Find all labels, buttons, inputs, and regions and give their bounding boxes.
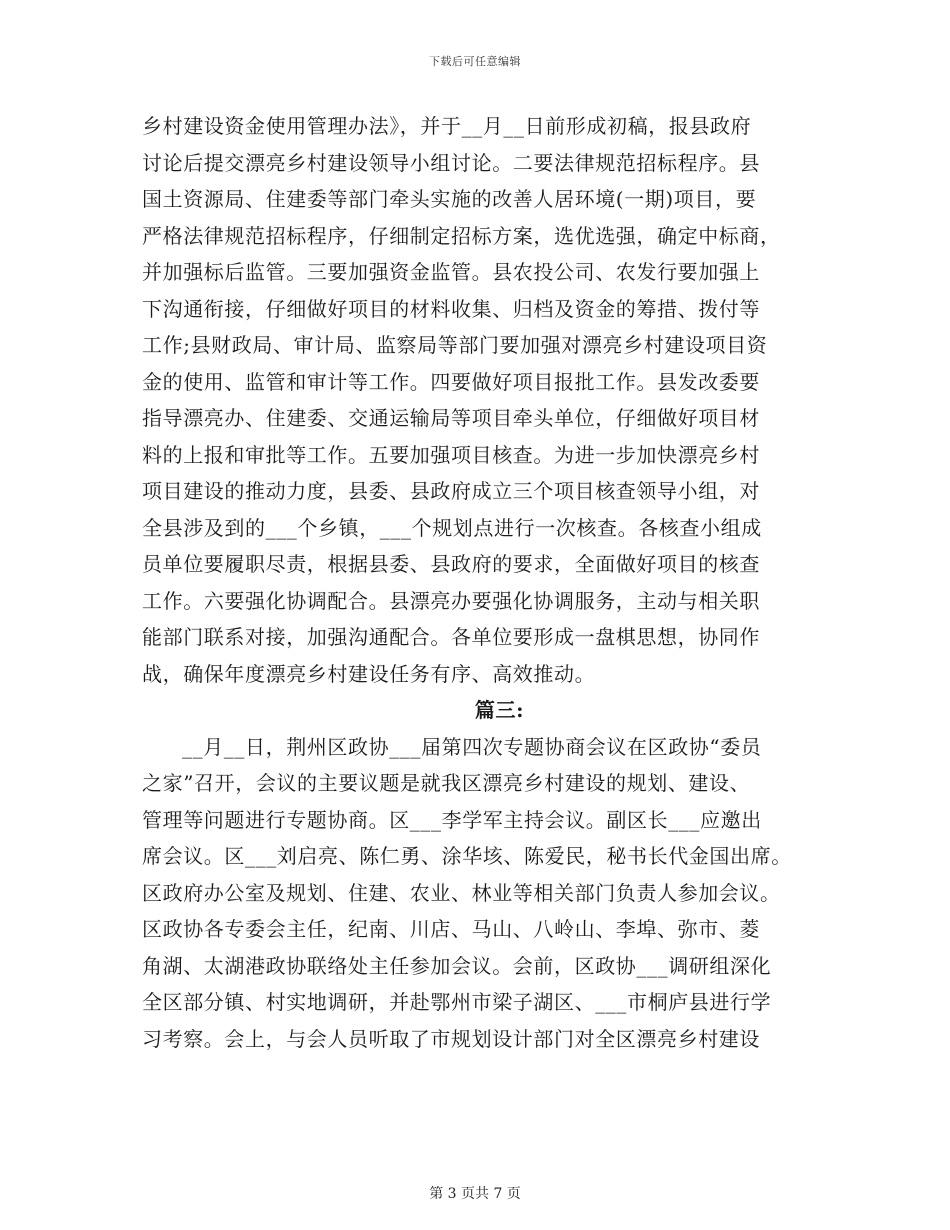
paragraph-line: 乡村建设资金使用管理办法》，并于__月__日前形成初稿，报县政府	[142, 114, 752, 138]
paragraph-line: 角湖、太湖港政协联络处主任参加会议。会前，区政协___调研组深化	[142, 953, 772, 978]
paragraph-line: 金的使用、监管和审计等工作。四要做好项目报批工作。县发改委要	[142, 369, 760, 394]
paragraph-line: 席会议。区___刘启亮、陈仁勇、涂华垓、陈爱民，秘书长代金国出席。	[142, 844, 792, 868]
paragraph-line: 严格法律规范招标程序，仔细制定招标方案，选优选强，确定中标商，	[142, 223, 781, 248]
paragraph-line: 之家”召开，会议的主要议题是就我区漂亮乡村建设的规划、建设、	[142, 771, 751, 795]
paragraph-line: 全县涉及到的___个乡镇，___个规划点进行一次核查。各核查小组成	[142, 515, 762, 540]
paragraph-line: 区政协各专委会主任，纪南、川店、马山、八岭山、李埠、弥市、菱	[142, 917, 760, 941]
document-body	[142, 108, 817, 1057]
page-number: 第 3 页共 7 页	[429, 1186, 521, 1202]
paragraph-line: 并加强标后监管。三要加强资金监管。县农投公司、农发行要加强上	[142, 260, 760, 284]
paragraph-line: 战，确保年度漂亮乡村建设任务有序、高效推动。	[142, 661, 596, 686]
paragraph-line: 习考察。会上，与会人员听取了市规划设计部门对全区漂亮乡村建设	[142, 1026, 760, 1051]
paragraph-line: 料的上报和审批等工作。五要加强项目核查。为进一步加快漂亮乡村	[142, 442, 760, 467]
paragraph-line: 工作;县财政局、审计局、监察局等部门要加强对漂亮乡村建设项目资	[142, 333, 768, 357]
paragraph-line: 项目建设的推动力度，县委、县政府成立三个项目核查领导小组，对	[142, 479, 760, 503]
paragraph-line: 能部门联系对接，加强沟通配合。各单位要形成一盘棋思想，协同作	[142, 625, 760, 649]
paragraph-line: 工作。六要强化协调配合。县漂亮办要强化协调服务，主动与相关职	[142, 588, 760, 613]
paragraph-line: 讨论后提交漂亮乡村建设领导小组讨论。二要法律规范招标程序。县	[142, 150, 760, 175]
paragraph-line: 区政府办公室及规划、住建、农业、林业等相关部门负责人参加会议。	[142, 880, 781, 905]
paragraph-line: 全区部分镇、村实地调研，并赴鄂州市梁子湖区、___市桐庐县进行学	[142, 990, 772, 1014]
paragraph-line: 员单位要履职尽责，根据县委、县政府的要求，全面做好项目的核查	[142, 552, 760, 576]
paragraph-line: 管理等问题进行专题协商。区___李学军主持会议。副区长___应邀出	[142, 807, 762, 832]
page-header-note: 下载后可任意编辑	[429, 55, 521, 68]
paragraph-line: 下沟通衔接，仔细做好项目的材料收集、归档及资金的筹措、拨付等	[142, 296, 760, 321]
paragraph-line: 指导漂亮办、住建委、交通运输局等项目牵头单位，仔细做好项目材	[142, 406, 760, 430]
paragraph-line: __月__日，荆州区政协___届第四次专题协商会议在区政协“委员	[182, 734, 762, 759]
paragraph-line: 国土资源局、住建委等部门牵头实施的改善人居环境(一期)项目，要	[142, 187, 757, 211]
section-heading: 篇三:	[474, 698, 525, 722]
